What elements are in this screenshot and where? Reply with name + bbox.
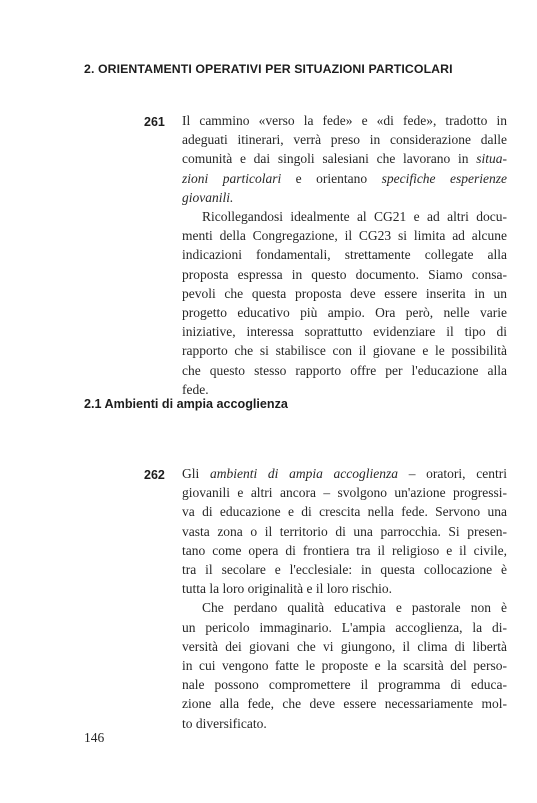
text-line: zioni particolari e orientano specifiche esperienze: [182, 170, 507, 186]
text-line: Che perdano qualità educativa e pastorale non è: [202, 600, 507, 616]
text-line: giovanili.: [182, 189, 234, 205]
text-line: menti della Congregazione, il CG23 si limita ad alcune: [182, 228, 507, 244]
text-line: Il cammino «verso la fede» e «di fede», tradotto in: [182, 113, 507, 128]
text-line: tutta la loro originalità e il loro rischio.: [182, 581, 392, 597]
text-line: iniziative, interessa soprattutto evidenziare il tipo di: [182, 324, 507, 340]
text-line: fede.: [182, 381, 209, 397]
text-line: progetto educativo più ampio. Ora però, nelle varie: [182, 305, 507, 321]
page-number: 146: [84, 730, 105, 745]
text-line: pevoli che questa proposta deve essere inserita in un: [182, 285, 507, 301]
text-line: un pericolo immaginario. L'ampia accoglienza, la di-: [182, 619, 507, 635]
text-line: zione alla fede, che deve essere necessariamente mol-: [182, 696, 507, 712]
text-line: comunità e dai singoli salesiani che lavorano in situa-: [182, 151, 507, 167]
text-line: in cui vengono fatte le proposte e la scarsità del perso-: [182, 658, 507, 674]
paragraph-number-261: 261: [144, 115, 165, 129]
paragraph-262: [182, 464, 507, 733]
text-line: tano come opera di frontiera tra il religioso e il civile,: [182, 542, 507, 558]
subsection-heading: 2.1 Ambienti di ampia accoglienza: [84, 397, 288, 411]
paragraph-261: [182, 111, 507, 399]
text-line: rapporto che si stabilisce con il giovane e le possibilità: [182, 343, 507, 359]
paragraph-number-262: 262: [144, 468, 165, 482]
text-line: adeguati itinerari, verrà preso in considerazione dalle: [182, 132, 507, 148]
text-line: to diversificato.: [182, 715, 267, 731]
text-line: tra il secolare e l'ecclesiale: in questa collocazione è: [182, 562, 507, 578]
text-line: giovanili e altri ancora – svolgono un'azione progressi-: [182, 485, 507, 501]
text-line: che questo stesso rapporto offre per l'educazione alla: [182, 362, 507, 378]
text-line: Ricollegandosi idealmente al CG21 e ad altri docu-: [202, 209, 507, 225]
text-line: Gli ambienti di ampia accoglienza – oratori, centri: [182, 466, 507, 481]
text-line: nale possono compromettere il programma di educa-: [182, 677, 507, 693]
text-line: vasta zona o il territorio di una parrocchia. Si presen-: [182, 523, 507, 539]
text-line: versità dei giovani che vi giungono, il clima di libertà: [182, 638, 507, 654]
text-line: va di educazione e di crescita nella fede. Servono una: [182, 504, 507, 520]
text-line: indicazioni fondamentali, strettamente collegate alla: [182, 247, 507, 263]
section-heading: 2. ORIENTAMENTI OPERATIVI PER SITUAZIONI PARTICOLARI: [84, 62, 453, 76]
text-line: proposta espressa in questo documento. Siamo consa-: [182, 266, 507, 282]
